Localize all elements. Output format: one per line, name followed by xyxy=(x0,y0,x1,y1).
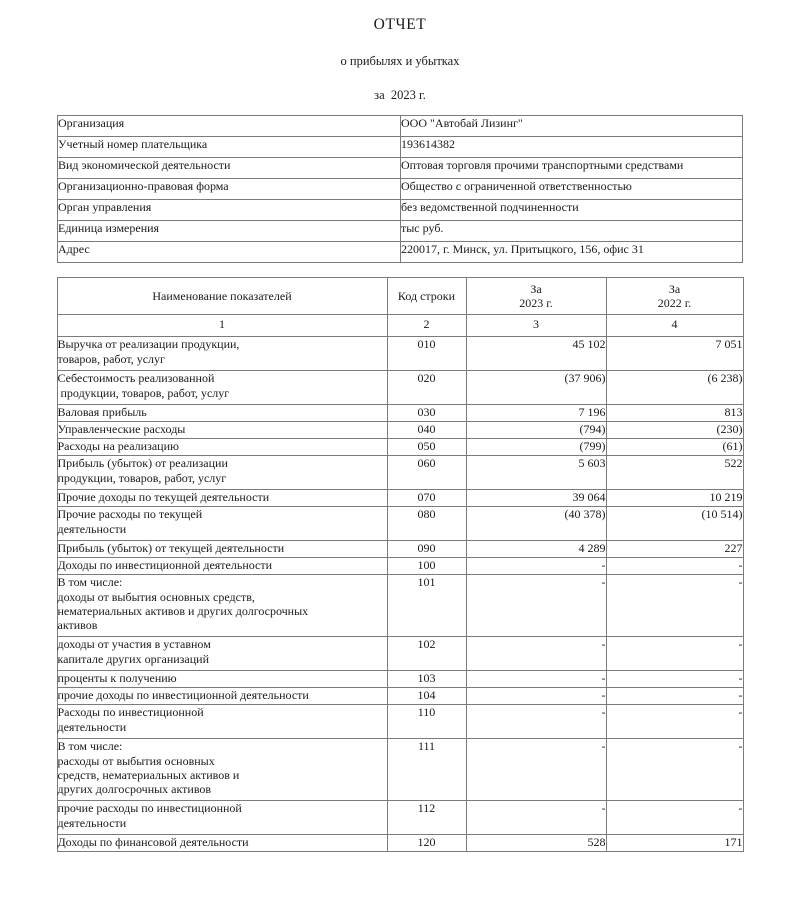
row-code: 112 xyxy=(387,801,466,835)
row-indicator-name xyxy=(57,541,387,558)
table-header-row xyxy=(57,278,743,315)
table-row xyxy=(57,739,743,801)
row-value-current: 7 196 xyxy=(466,405,606,422)
table-row xyxy=(57,507,743,541)
row-value-current: - xyxy=(466,637,606,671)
column-number-2: 2 xyxy=(387,315,466,337)
row-value-current: - xyxy=(466,688,606,705)
profit-loss-table-head xyxy=(57,278,743,337)
row-indicator-name-line: средств, нематериальных активов и xyxy=(57,768,240,783)
row-value-previous: - xyxy=(606,558,743,575)
row-indicator-name-line: активов xyxy=(57,618,98,633)
row-indicator-name-line: других долгосрочных активов xyxy=(57,782,212,797)
row-value-current: (799) xyxy=(466,439,606,456)
table-row xyxy=(57,422,743,439)
row-code: 080 xyxy=(387,507,466,541)
column-number-row xyxy=(57,315,743,337)
info-row-label: Орган управления xyxy=(58,200,401,221)
table-row xyxy=(57,671,743,688)
info-row xyxy=(58,200,743,221)
row-indicator-name-line: деятельности xyxy=(57,719,127,734)
row-code: 102 xyxy=(387,637,466,671)
row-code: 111 xyxy=(387,739,466,801)
profit-loss-table-body xyxy=(57,337,743,852)
info-row-value: ООО "Автобай Лизинг" xyxy=(401,116,743,137)
row-code: 060 xyxy=(387,456,466,490)
row-value-current: (40 378) xyxy=(466,507,606,541)
organization-info-body xyxy=(58,116,743,263)
row-value-current: - xyxy=(466,575,606,637)
header-current-period-line2: 2023 г. xyxy=(519,296,553,311)
header-previous-period xyxy=(606,278,743,315)
row-value-current: - xyxy=(466,739,606,801)
profit-loss-table xyxy=(57,277,744,852)
row-indicator-name xyxy=(57,801,387,835)
table-row xyxy=(57,371,743,405)
row-code: 104 xyxy=(387,688,466,705)
column-number-3: 3 xyxy=(466,315,606,337)
table-row xyxy=(57,456,743,490)
row-indicator-name-line: Себестоимость реализованной xyxy=(57,371,215,386)
row-indicator-name-line: продукции, товаров, работ, услуг xyxy=(57,470,227,485)
row-indicator-name-line: капитале других организаций xyxy=(57,651,210,666)
header-row-code: Код строки xyxy=(387,278,466,315)
row-indicator-name xyxy=(57,439,387,456)
row-value-previous: (230) xyxy=(606,422,743,439)
header-current-period xyxy=(466,278,606,315)
row-indicator-name xyxy=(57,835,387,852)
table-row xyxy=(57,541,743,558)
header-indicator-name: Наименование показателей xyxy=(57,278,387,315)
row-code: 050 xyxy=(387,439,466,456)
row-indicator-name xyxy=(57,490,387,507)
row-indicator-name xyxy=(57,405,387,422)
row-indicator-name xyxy=(57,637,387,671)
table-row xyxy=(57,405,743,422)
row-value-previous: 227 xyxy=(606,541,743,558)
row-indicator-name xyxy=(57,507,387,541)
row-code: 120 xyxy=(387,835,466,852)
row-indicator-name xyxy=(57,688,387,705)
table-row xyxy=(57,490,743,507)
info-row xyxy=(58,179,743,200)
row-indicator-name xyxy=(57,739,387,801)
row-value-previous: - xyxy=(606,705,743,739)
row-value-current: - xyxy=(466,558,606,575)
info-row-label: Единица измерения xyxy=(58,221,401,242)
row-indicator-name-line: деятельности xyxy=(57,815,127,830)
row-value-previous: - xyxy=(606,671,743,688)
row-indicator-name xyxy=(57,558,387,575)
row-indicator-name-line: Прочие доходы по текущей деятельности xyxy=(57,490,270,505)
info-row-label: Организационно-правовая форма xyxy=(58,179,401,200)
info-row xyxy=(58,242,743,263)
row-indicator-name-line: деятельности xyxy=(57,521,127,536)
row-indicator-name xyxy=(57,705,387,739)
row-indicator-name xyxy=(57,456,387,490)
info-row-value: Общество с ограниченной ответственностью xyxy=(401,179,743,200)
info-row-value: без ведомственной подчиненности xyxy=(401,200,743,221)
row-indicator-name-line: прочие доходы по инвестиционной деятельности xyxy=(57,688,309,703)
info-row-value: 193614382 xyxy=(401,137,743,158)
organization-info-table xyxy=(57,115,743,263)
info-row-label: Учетный номер плательщика xyxy=(58,137,401,158)
table-row xyxy=(57,575,743,637)
row-indicator-name-line: Валовая прибыль xyxy=(57,405,147,420)
table-row xyxy=(57,439,743,456)
row-indicator-name-line: доходы от выбытия основных средств, xyxy=(57,589,255,604)
column-number-4: 4 xyxy=(606,315,743,337)
info-row xyxy=(58,158,743,179)
row-code: 090 xyxy=(387,541,466,558)
row-indicator-name-line: Расходы по инвестиционной xyxy=(57,705,204,720)
row-indicator-name-line: нематериальных активов и других долгосрочных xyxy=(57,604,309,619)
table-row xyxy=(57,637,743,671)
row-indicator-name-line: товаров, работ, услуг xyxy=(57,351,165,366)
row-indicator-name-line: Выручка от реализации продукции, xyxy=(57,337,240,352)
row-value-current: - xyxy=(466,671,606,688)
reporting-period: за 2023 г. xyxy=(374,88,426,102)
row-indicator-name-line: продукции, товаров, работ, услуг xyxy=(57,385,230,400)
row-code: 101 xyxy=(387,575,466,637)
row-indicator-name xyxy=(57,371,387,405)
row-value-previous: - xyxy=(606,688,743,705)
column-number-1: 1 xyxy=(57,315,387,337)
row-value-previous: (10 514) xyxy=(606,507,743,541)
row-value-previous: 522 xyxy=(606,456,743,490)
row-indicator-name-line: Расходы на реализацию xyxy=(57,439,179,454)
row-value-current: 4 289 xyxy=(466,541,606,558)
row-value-current: (794) xyxy=(466,422,606,439)
header-current-period-line1: За xyxy=(530,282,542,296)
info-row-label: Организация xyxy=(58,116,401,137)
table-row xyxy=(57,558,743,575)
info-row xyxy=(58,137,743,158)
header-previous-period-line1: За xyxy=(668,282,681,296)
row-code: 110 xyxy=(387,705,466,739)
document-subtitle: о прибылях и убытках xyxy=(340,54,460,68)
row-indicator-name-line: Прибыль (убыток) от реализации xyxy=(57,456,228,471)
row-value-previous: 171 xyxy=(606,835,743,852)
info-row-value: Оптовая торговля прочими транспортными средствами xyxy=(401,158,743,179)
info-row-label: Адрес xyxy=(58,242,401,263)
row-indicator-name-line: Прибыль (убыток) от текущей деятельности xyxy=(57,541,285,556)
row-indicator-name-line: доходы от участия в уставном xyxy=(57,637,211,652)
info-row-value: тыс руб. xyxy=(401,221,743,242)
table-row xyxy=(57,705,743,739)
row-value-current: - xyxy=(466,705,606,739)
row-value-current: 39 064 xyxy=(466,490,606,507)
info-row-label: Вид экономической деятельности xyxy=(58,158,401,179)
row-value-previous: 10 219 xyxy=(606,490,743,507)
row-indicator-name-line: прочие расходы по инвестиционной xyxy=(57,801,242,816)
row-value-current: (37 906) xyxy=(466,371,606,405)
row-value-current: 45 102 xyxy=(466,337,606,371)
row-indicator-name-line: В том числе: xyxy=(57,575,123,590)
row-indicator-name xyxy=(57,337,387,371)
row-code: 070 xyxy=(387,490,466,507)
row-code: 020 xyxy=(387,371,466,405)
row-code: 100 xyxy=(387,558,466,575)
row-indicator-name-line: расходы от выбытия основных xyxy=(57,753,215,768)
row-code: 030 xyxy=(387,405,466,422)
row-code: 040 xyxy=(387,422,466,439)
row-indicator-name xyxy=(57,671,387,688)
info-row xyxy=(58,221,743,242)
row-value-previous: - xyxy=(606,637,743,671)
row-value-current: 528 xyxy=(466,835,606,852)
row-value-previous: - xyxy=(606,739,743,801)
table-row xyxy=(57,688,743,705)
row-indicator-name-line: Доходы по финансовой деятельности xyxy=(57,835,249,850)
row-indicator-name-line: Управленческие расходы xyxy=(57,422,186,437)
row-value-current: 5 603 xyxy=(466,456,606,490)
row-code: 010 xyxy=(387,337,466,371)
header-previous-period-line2: 2022 г. xyxy=(657,296,692,311)
table-row xyxy=(57,835,743,852)
row-value-current: - xyxy=(466,801,606,835)
row-value-previous: - xyxy=(606,575,743,637)
info-row-value: 220017, г. Минск, ул. Притыцкого, 156, офис 31 xyxy=(401,242,743,263)
table-row xyxy=(57,337,743,371)
title-block xyxy=(0,0,800,103)
row-value-previous: - xyxy=(606,801,743,835)
row-indicator-name-line: Прочие расходы по текущей xyxy=(57,507,203,522)
row-indicator-name-line: проценты к получению xyxy=(57,671,177,686)
row-value-previous: (61) xyxy=(606,439,743,456)
row-value-previous: (6 238) xyxy=(606,371,743,405)
row-value-previous: 7 051 xyxy=(606,337,743,371)
info-row xyxy=(58,116,743,137)
row-indicator-name xyxy=(57,575,387,637)
row-indicator-name-line: В том числе: xyxy=(57,739,123,754)
page-title: ОТЧЕТ xyxy=(373,16,427,33)
row-indicator-name xyxy=(57,422,387,439)
row-value-previous: 813 xyxy=(606,405,743,422)
row-indicator-name-line: Доходы по инвестиционной деятельности xyxy=(57,558,273,573)
table-row xyxy=(57,801,743,835)
row-code: 103 xyxy=(387,671,466,688)
